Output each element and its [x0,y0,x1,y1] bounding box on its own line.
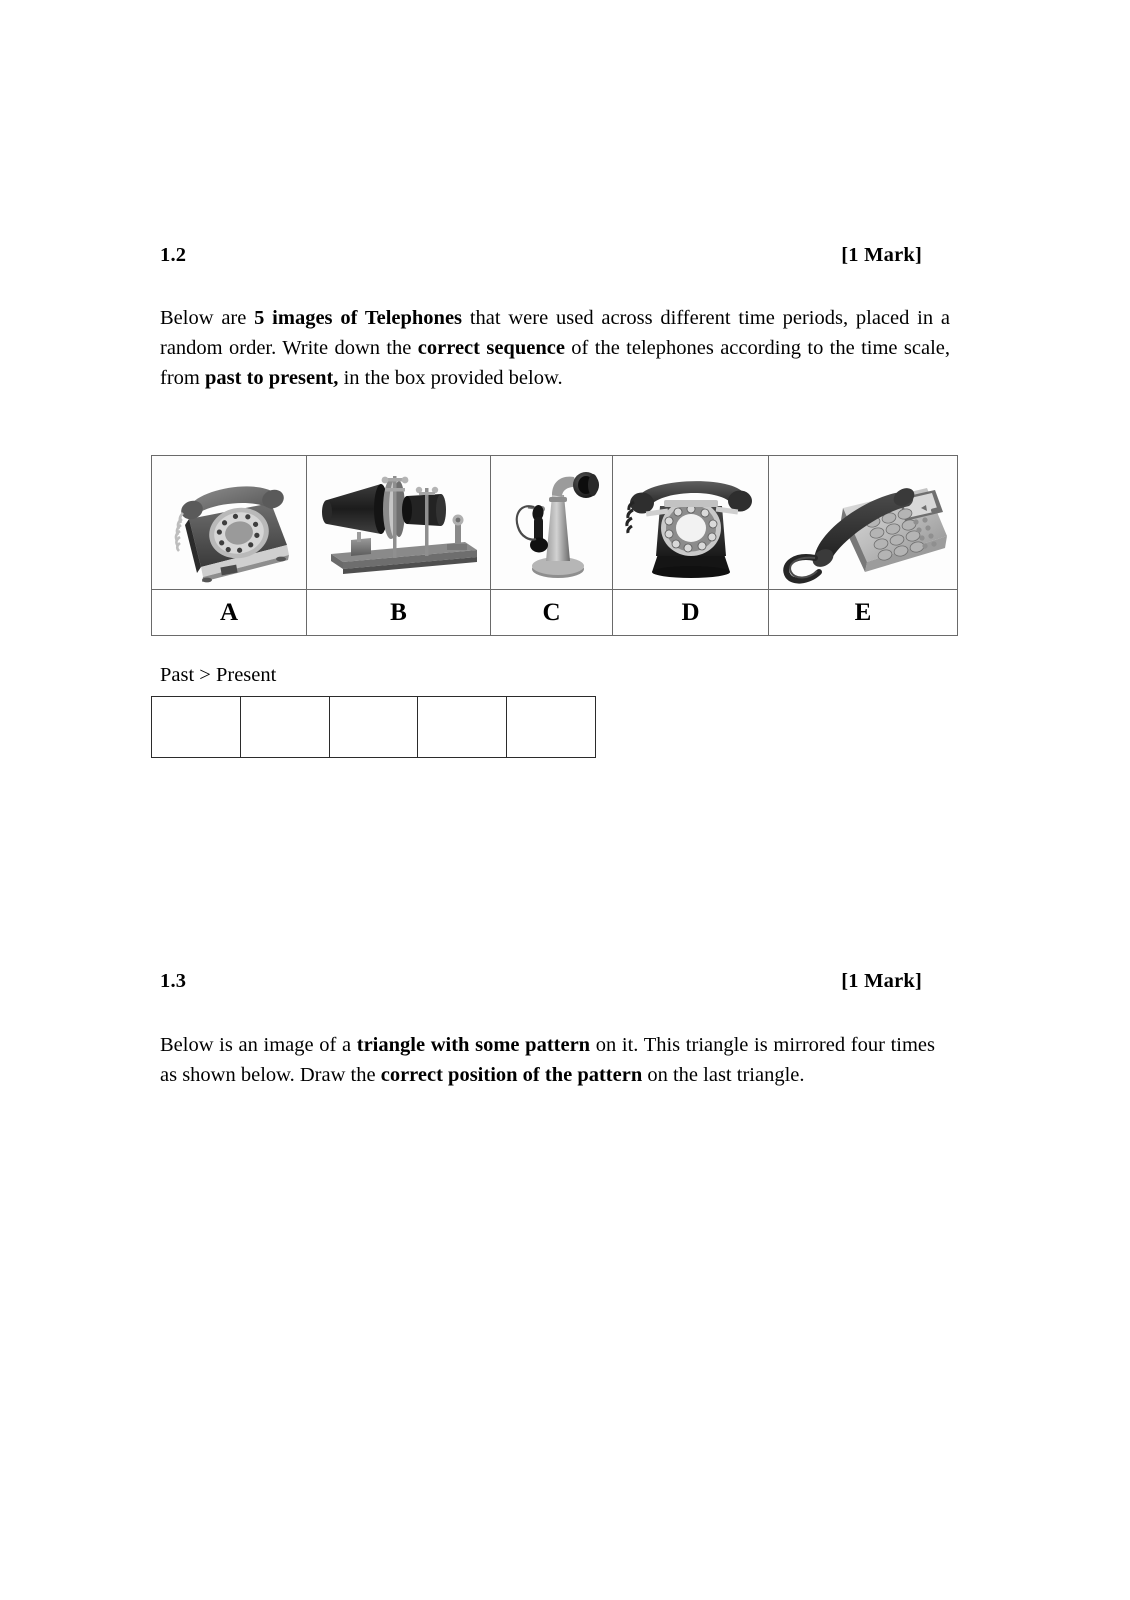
telephone-label-e: E [769,590,958,636]
question-1-2-number: 1.2 [160,244,187,266]
telephone-image-cell-c [491,456,613,590]
prompt-segment-bold: 5 images of Telephones [254,307,463,329]
answer-cell-3[interactable] [329,697,418,758]
telephone-image-cell-a [152,456,307,590]
answer-cell-2[interactable] [240,697,329,758]
candlestick-telephone-icon [491,456,612,589]
rotary-cradle-telephone-icon [613,456,768,589]
telephone-image-row [152,456,958,590]
telephone-label-c: C [491,590,613,636]
answer-cell-1[interactable] [152,697,241,758]
telephone-label-b: B [307,590,491,636]
answer-cell-5[interactable] [507,697,596,758]
prompt-segment: Below are [160,307,255,329]
question-1-2-prompt [160,303,950,393]
telephone-image-cell-b [307,456,491,590]
rotary-desk-telephone-icon [152,456,306,589]
prompt-segment: that were used across different time periods, placed in a random order. Write down the [160,307,950,359]
sequence-answer-box[interactable] [151,696,596,758]
question-1-3-number: 1.3 [160,970,187,992]
prompt-segment-bold: triangle with some pattern [356,1034,591,1056]
prompt-segment: Below is an image of a [160,1034,357,1056]
prompt-segment: on the last triangle. [642,1064,805,1086]
telephone-image-cell-d [613,456,769,590]
past-present-label: Past > Present [160,664,277,686]
prompt-segment: of the telephones according to the time scale, from [160,337,950,389]
push-button-office-telephone-icon [769,456,957,589]
answer-row [152,697,596,758]
prompt-segment: on it. This triangle is mirrored four times as shown below. Draw the [160,1034,935,1086]
telephone-label-row [152,590,958,636]
question-1-3-prompt [160,1030,935,1090]
prompt-segment-bold: correct sequence [417,337,565,359]
prompt-segment: in the box provided below. [338,367,563,389]
prompt-segment-bold: correct position of the pattern [380,1064,643,1086]
bell-experimental-telephone-icon [307,456,490,589]
telephone-image-cell-e [769,456,958,590]
telephone-label-d: D [613,590,769,636]
telephone-label-a: A [152,590,307,636]
question-1-2-mark: [1 Mark] [841,244,922,266]
telephone-image-table [151,455,958,636]
question-1-3-mark: [1 Mark] [841,970,922,992]
question-1-2-header [160,244,922,267]
prompt-segment-bold: past to present, [204,367,339,389]
question-1-3-header [160,970,922,993]
answer-cell-4[interactable] [418,697,507,758]
